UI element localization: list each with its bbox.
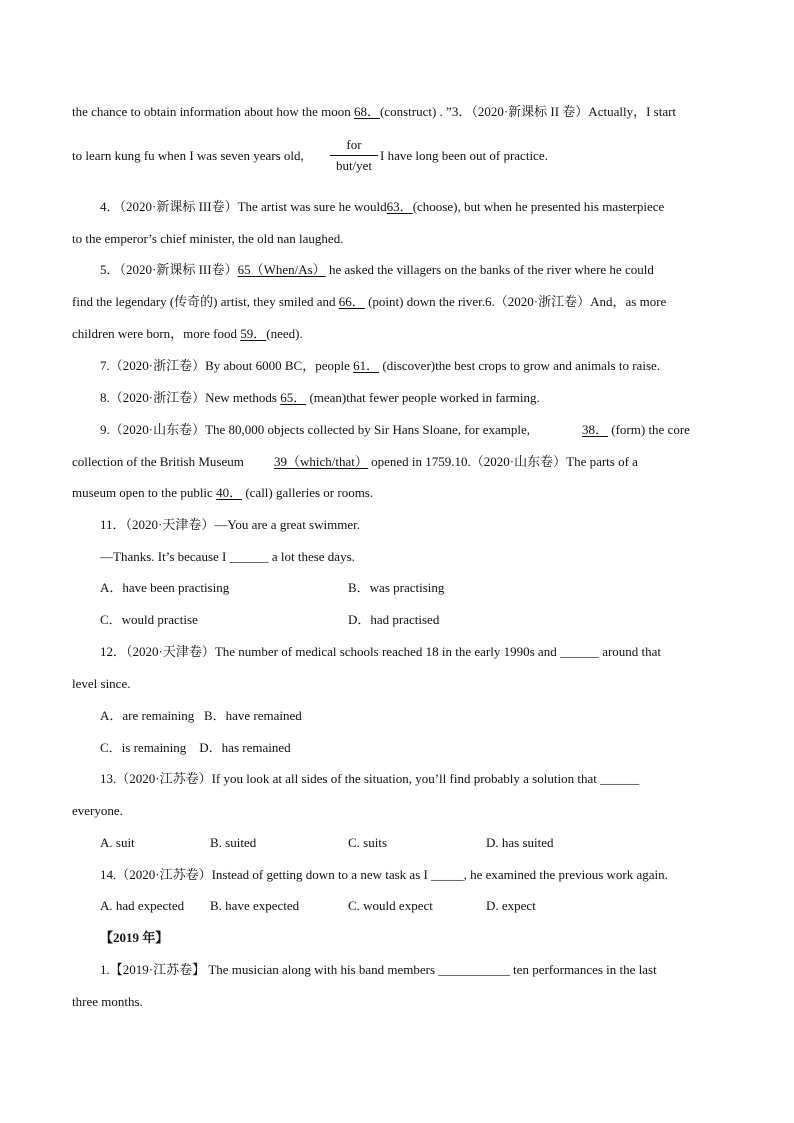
text: I have long been out of practice.	[380, 148, 548, 163]
text: children were born，more food	[72, 326, 241, 341]
text: (choose), but when he presented his masterpiece	[412, 199, 665, 214]
option-c: C. suits	[348, 835, 388, 850]
answer-blank-63: 63．	[386, 199, 413, 214]
text: find the legendary (传奇的) artist, they smiled and	[72, 294, 339, 309]
question-9-line-1-tail	[582, 422, 690, 438]
answer-blank-61: 61．	[353, 358, 380, 373]
option-c: C. would expect	[348, 898, 433, 913]
question-14-stem: 14.（2020·江苏卷）Instead of getting down to a new task as I _____, he examined the previous work again.	[100, 867, 668, 882]
option-d: D．had practised	[348, 612, 440, 627]
section-heading-2019: 【2019 年】	[100, 930, 169, 945]
question-6-line	[72, 326, 303, 342]
question-4-line-2	[72, 231, 343, 247]
option-a: A. had expected	[100, 898, 185, 913]
text: (call) galleries or rooms.	[242, 485, 374, 500]
question-12-stem-2: level since.	[72, 676, 131, 691]
text: 8.（2020·浙江卷）New methods	[100, 390, 281, 405]
text: to learn kung fu when I was seven years old,	[72, 148, 304, 163]
option-d: D. has suited	[486, 835, 554, 850]
text: the chance to obtain information about how the moon	[72, 104, 354, 119]
text: to the emperor’s chief minister, the old nan laughed.	[72, 231, 344, 246]
text: he asked the villagers on the banks of the river where he could	[325, 262, 654, 277]
options-cd: C．is remaining D．has remained	[100, 740, 291, 755]
text: 4．（2020·新课标 III卷）The artist was sure he would	[100, 199, 387, 214]
text: museum open to the public	[72, 485, 217, 500]
question-9-line-2	[72, 454, 244, 470]
option-d: D. expect	[486, 898, 536, 913]
option-b: B. have expected	[210, 898, 300, 913]
question-4-line-1	[100, 199, 664, 215]
option-b: B. suited	[210, 835, 257, 850]
question-7-line	[100, 358, 660, 374]
option-a: A. suit	[100, 835, 135, 850]
question-2019-1-stem-2: three months.	[72, 994, 143, 1009]
question-5-line-1	[100, 262, 654, 278]
answer-blank-39: 39（which/that）	[274, 454, 368, 469]
answer-fraction	[330, 137, 378, 174]
text: (form) the core	[608, 422, 690, 437]
question-11-reply: —Thanks. It’s because I ______ a lot these days.	[100, 549, 355, 564]
text: (point) down the river.6.（2020·浙江卷）And，as more	[364, 294, 667, 309]
answer-blank-65: 65（When/As）	[237, 262, 326, 277]
question-8-line	[100, 390, 540, 406]
question-2019-1-stem: 1.【2019·江苏卷】 The musician along with his band members ___________ ten performances in the last	[100, 962, 657, 977]
answer-blank-38: 38．	[582, 422, 609, 437]
answer-blank-66: 66．	[338, 294, 365, 309]
answer-blank-40: 40．	[216, 485, 243, 500]
text: (discover)the best crops to grow and animals to raise.	[379, 358, 661, 373]
question-3-line-2-tail	[380, 148, 548, 164]
text: 9.（2020·山东卷）The 80,000 objects collected by Sir Hans Sloane, for example,	[100, 422, 530, 437]
options-ab: A．are remaining B．have remained	[100, 708, 302, 723]
question-9-line-1	[100, 422, 530, 438]
option-c: C．would practise	[100, 612, 198, 627]
option-a: A．have been practising	[100, 580, 230, 595]
question-9-line-2-tail	[274, 454, 638, 470]
answer-blank-59: 59．	[240, 326, 267, 341]
fraction-bottom: but/yet	[335, 158, 373, 173]
question-13-stem: 13.（2020·江苏卷）If you look at all sides of the situation, you’ll find probably a solution that ______	[100, 771, 640, 786]
question-10-line	[72, 485, 373, 501]
question-5-line-2	[72, 294, 666, 310]
text: (mean)that fewer people worked in farming.	[306, 390, 540, 405]
text: (construct) . ”3．（2020·新课标 II 卷）Actually，I start	[379, 104, 677, 119]
option-b: B．was practising	[348, 580, 445, 595]
answer-blank-65b: 65．	[280, 390, 307, 405]
question-3-line-2	[72, 148, 304, 164]
text: 7.（2020·浙江卷）By about 6000 BC，people	[100, 358, 354, 373]
question-3-line-1	[72, 104, 676, 120]
text: (need).	[266, 326, 303, 341]
text: opened in 1759.10.（2020·山东卷）The parts of a	[367, 454, 638, 469]
text: collection of the British Museum	[72, 454, 244, 469]
text: 5．（2020·新课标 III卷）	[100, 262, 238, 277]
fraction-top: for	[330, 137, 378, 156]
question-11-stem: 11．（2020·天津卷）—You are a great swimmer.	[100, 517, 360, 532]
answer-blank-68: 68．	[353, 104, 380, 119]
question-13-stem-2: everyone.	[72, 803, 123, 818]
question-12-stem: 12．（2020·天津卷）The number of medical schools reached 18 in the early 1990s and ______ around that	[100, 644, 662, 659]
